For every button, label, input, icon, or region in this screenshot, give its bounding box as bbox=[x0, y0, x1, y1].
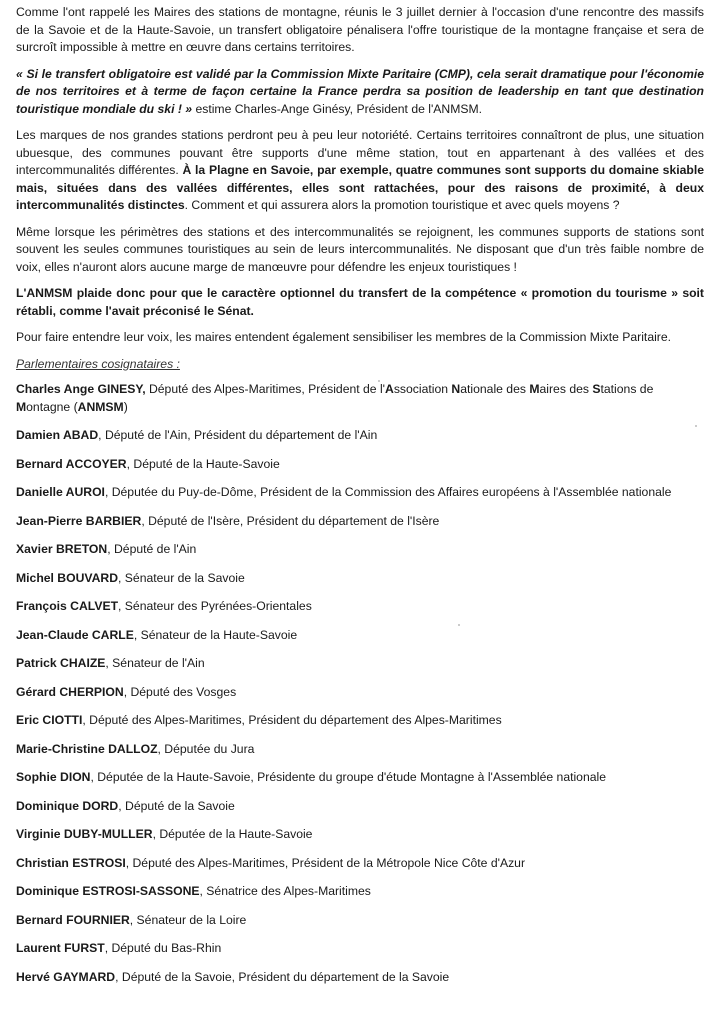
signer-desc: , Député de la Haute-Savoie bbox=[126, 456, 280, 471]
signer-desc: , Député de l'Ain bbox=[107, 542, 197, 556]
signer-desc: , Député de l'Isère, Président du département de l'Isère bbox=[141, 513, 440, 528]
signer-desc: ssociation bbox=[393, 382, 452, 396]
scan-speck bbox=[695, 425, 697, 427]
signer-row bbox=[16, 684, 704, 702]
signer-row bbox=[16, 541, 704, 559]
signer-desc: , Sénateur des Pyrénées-Orientales bbox=[118, 599, 312, 613]
signer-name: Sophie DION bbox=[16, 770, 91, 784]
signer-desc: , Député de l'Ain, Président du département de l'Ain bbox=[98, 428, 378, 442]
signer-name: Bernard FOURNIER bbox=[16, 912, 130, 927]
signer-desc: Député des Alpes-Maritimes, Président de l' bbox=[145, 382, 386, 396]
signer-row bbox=[16, 912, 704, 930]
signer-name: Bernard ACCOYER bbox=[16, 456, 127, 471]
signer-row bbox=[16, 570, 704, 588]
signer-name: Dominique DORD bbox=[16, 798, 119, 813]
cmp-paragraph: Pour faire entendre leur voix, les maires entendent également sensibiliser les membres de la Commission Mixte Paritaire. bbox=[16, 330, 672, 344]
signer-desc: , Sénatrice des Alpes-Maritimes bbox=[199, 884, 371, 898]
signer-name: Dominique ESTROSI-SASSONE bbox=[16, 884, 200, 898]
signer-row bbox=[16, 969, 704, 987]
signer-row bbox=[16, 456, 704, 474]
quote-attribution: estime Charles-Ange Ginésy, Président de l'ANMSM. bbox=[192, 101, 483, 116]
signer-desc: , Député de la Savoie bbox=[118, 798, 235, 813]
signer-desc: , Député de la Savoie, Président du département de la Savoie bbox=[115, 969, 450, 984]
signer-row bbox=[16, 940, 704, 958]
signer-row bbox=[16, 484, 704, 502]
signers-list bbox=[16, 427, 704, 986]
signer-row bbox=[16, 769, 704, 787]
signer-name: Damien ABAD bbox=[16, 428, 99, 442]
quote-text: « Si le transfert obligatoire est validé par la Commission Mixte Paritaire (CMP), cela serait dramatique pour l'économie de nos territoires et à terme de façon certaine la France perdra sa position de leadership en tant que destination touristique mondiale du ski ! » bbox=[16, 66, 704, 116]
signer-name: François CALVET bbox=[16, 599, 119, 613]
plagne-paragraph-end: . Comment et qui assurera alors la promotion touristique et avec quels moyens ? bbox=[184, 198, 620, 212]
signer-row bbox=[16, 855, 704, 873]
signer-row bbox=[16, 883, 704, 901]
signer-desc: , Sénateur de l'Ain bbox=[105, 656, 205, 670]
signer-initial: M bbox=[16, 399, 27, 414]
signer-desc: tations de bbox=[600, 382, 654, 396]
plagne-paragraph-bold: À la Plagne en Savoie, par exemple, quatre communes sont supports du domaine skiable mais, situées dans des vallées différentes, elles sont rattachées, pour des raisons de proximité, à deux intercommunalités distinctes bbox=[16, 163, 704, 212]
signer-desc: , Sénateur de la Savoie bbox=[118, 570, 245, 585]
signer-row bbox=[16, 712, 704, 730]
signer-name: Eric CIOTTI bbox=[16, 713, 83, 727]
signer-name: Laurent FURST bbox=[16, 941, 105, 955]
signer-name: Jean-Pierre BARBIER bbox=[16, 513, 142, 528]
signer-initial: S bbox=[592, 382, 601, 396]
perimeter-paragraph: Même lorsque les périmètres des stations et des intercommunalités se rejoignent, les communes supports de stations sont souvent les seules communes touristiques au sein de leurs intercommunalités. Ne disposant que d'un très faible nombre de voix, elles n'auront alors aucune marge de manœuvre pour défendre les enjeux touristiques ! bbox=[16, 224, 704, 274]
signer-name: Hervé GAYMARD bbox=[16, 969, 116, 984]
scan-speck bbox=[458, 624, 460, 626]
signer-row bbox=[16, 798, 704, 816]
signer-name: Patrick CHAIZE bbox=[16, 656, 106, 670]
signer-desc: ationale des bbox=[460, 382, 530, 396]
signer-desc: , Députée du Puy-de-Dôme, Président de la Commission des Affaires européens à l'Assemblée nationale bbox=[104, 485, 672, 499]
signer-name: Christian ESTROSI bbox=[16, 855, 126, 870]
signer-desc: ontagne ( bbox=[26, 399, 78, 414]
signer-desc: , Députée du Jura bbox=[157, 741, 255, 756]
signer-row bbox=[16, 741, 704, 759]
signer-row bbox=[16, 655, 704, 673]
signer-row bbox=[16, 627, 704, 645]
signer-initial: M bbox=[529, 382, 540, 396]
signer-desc: ) bbox=[123, 399, 128, 414]
signer-row bbox=[16, 826, 704, 844]
signer-initial: N bbox=[451, 382, 461, 396]
signer-name: Gérard CHERPION bbox=[16, 684, 124, 699]
signer-acronym: ANMSM bbox=[77, 399, 124, 414]
signer-desc: , Sénateur de la Haute-Savoie bbox=[133, 627, 298, 642]
signer-name: Michel BOUVARD bbox=[16, 570, 119, 585]
signer-row bbox=[16, 598, 704, 616]
signer-name: Virginie DUBY-MULLER bbox=[16, 827, 153, 841]
signer-desc: , Sénateur de la Loire bbox=[129, 912, 247, 927]
signer-desc: aires des bbox=[539, 382, 593, 396]
plagne-paragraph bbox=[16, 127, 704, 215]
signer-row bbox=[16, 427, 704, 445]
signer-row bbox=[16, 513, 704, 531]
signers-label: Parlementaires cosignataires : bbox=[16, 356, 180, 371]
signer-desc: , Députée de la Haute-Savoie bbox=[152, 827, 313, 841]
intro-paragraph: Comme l'ont rappelé les Maires des stations de montagne, réunis le 3 juillet dernier à l'occasion d'une rencontre des massifs de la Savoie et de la Haute-Savoie, un transfert obligatoire pénalisera l'offre touristique de la montagne française et sera de surcroît impossible à mettre en œuvre dans certains territoires. bbox=[16, 5, 704, 54]
signer-name: Jean-Claude CARLE bbox=[16, 627, 134, 642]
signer-desc: , Député des Alpes-Maritimes, Président du département des Alpes-Maritimes bbox=[82, 713, 502, 727]
anmsm-plea-paragraph: L'ANMSM plaide donc pour que le caractère optionnel du transfert de la compétence « promotion du tourisme » soit rétabli, comme l'avait préconisé le Sénat. bbox=[16, 286, 704, 318]
signer-desc: , Député des Vosges bbox=[123, 684, 237, 699]
document-page bbox=[16, 0, 704, 997]
scan-speck bbox=[378, 380, 380, 382]
signer-initial: A bbox=[385, 382, 394, 396]
signer-name: Marie-Christine DALLOZ bbox=[16, 741, 158, 756]
signer-name: Charles Ange GINESY, bbox=[16, 382, 146, 396]
signer-desc: , Députée de la Haute-Savoie, Présidente du groupe d'étude Montagne à l'Assemblée nationale bbox=[90, 770, 607, 784]
plagne-paragraph-start: Les marques de nos grandes stations perdront peu à peu leur notoriété. Certains territoires connaîtront de plus, une situation ubuesque, des communes pouvant être supports d'une même station, tout en appartenant à des vallées et des intercommunalités différentes. bbox=[16, 128, 704, 177]
signer-name: Danielle AUROI bbox=[16, 485, 105, 499]
signer-name: Xavier BRETON bbox=[16, 542, 108, 556]
signer-desc: , Député du Bas-Rhin bbox=[104, 941, 222, 955]
signer-first bbox=[16, 381, 704, 416]
signer-desc: , Député des Alpes-Maritimes, Président de la Métropole Nice Côte d'Azur bbox=[125, 855, 526, 870]
quote-paragraph bbox=[16, 66, 704, 119]
